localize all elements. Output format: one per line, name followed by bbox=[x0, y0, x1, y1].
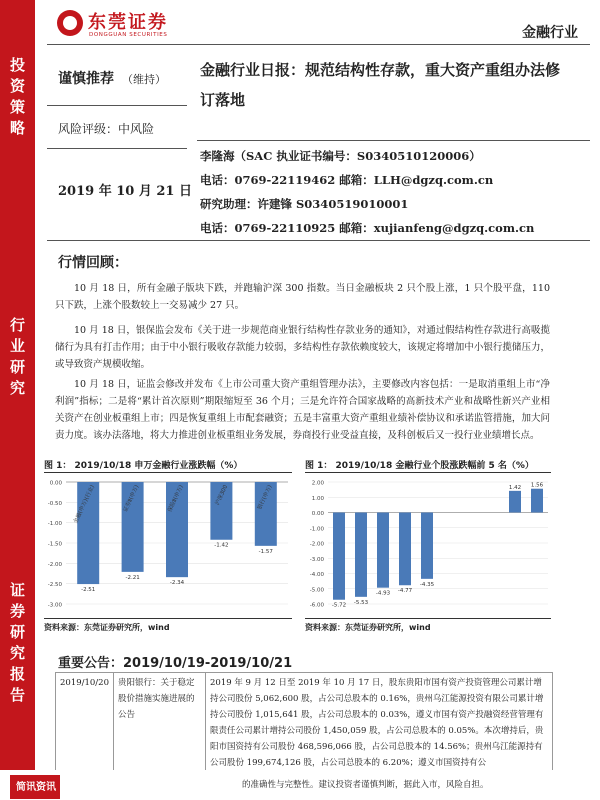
figure-2-chart bbox=[302, 474, 552, 614]
footer bbox=[0, 770, 600, 800]
data-label: -2.21 bbox=[125, 574, 140, 581]
category-label: 证券Ⅱ(申万) bbox=[122, 484, 141, 514]
bar bbox=[355, 513, 367, 597]
category-label: 沪深300 bbox=[214, 484, 230, 507]
logo-text-cn: 东莞证券 bbox=[88, 12, 168, 33]
report-date: 2019 年 10 月 21 日 bbox=[58, 184, 192, 199]
company-logo bbox=[57, 8, 187, 44]
bar bbox=[399, 513, 411, 586]
review-paragraph-1: 10 月 18 日，所有金融子版块下跌，并跑输沪深 300 指数。当日金融板块 2 只个股上涨，1 只个股平盘，110 只下跌，上涨个股数较上一交易减少 27 只。 bbox=[55, 283, 550, 311]
sidebar-label-research: 行 业 研 究 bbox=[9, 316, 25, 397]
y-tick-label: 2.00 bbox=[311, 480, 324, 487]
rating-value: 谨慎推荐 bbox=[58, 71, 114, 87]
header-divider bbox=[47, 44, 590, 45]
y-tick-label: -2.00 bbox=[47, 561, 62, 568]
data-label: -5.53 bbox=[353, 599, 369, 606]
footer-tag: 简讯资讯 bbox=[10, 775, 60, 799]
figure-2-bottom-rule bbox=[305, 618, 551, 619]
y-tick-label: -0.50 bbox=[47, 500, 62, 507]
data-label: -4.35 bbox=[419, 581, 435, 588]
figure-1-chart bbox=[40, 474, 292, 614]
figure-1-source: 资料来源：东莞证券研究所，wind bbox=[44, 623, 170, 632]
report-title: 金融行业日报：规范结构性存款，重大资产重组办法修订落地 bbox=[200, 61, 561, 109]
meta-divider bbox=[47, 148, 187, 149]
meta-divider bbox=[47, 105, 187, 106]
author-line-1: 李隆海（SAC 执业证书编号：S0340510120006） bbox=[200, 149, 481, 163]
title-divider bbox=[197, 140, 590, 141]
bar bbox=[377, 513, 389, 588]
y-tick-label: -1.00 bbox=[47, 521, 62, 528]
announcement-heading: 重要公告：2019/10/19-2019/10/21 bbox=[58, 656, 293, 671]
y-tick-label: 1.00 bbox=[311, 495, 324, 502]
logo-mark-icon bbox=[57, 10, 83, 36]
data-label: 1.56 bbox=[530, 482, 544, 489]
y-tick-label: -3.00 bbox=[47, 602, 62, 609]
figure-1-title: 图 1： 2019/10/18 申万金融行业涨跌幅（%） bbox=[44, 461, 243, 471]
sidebar-label-report: 证 券 研 究 报 告 bbox=[9, 581, 25, 704]
y-tick-label: -6.00 bbox=[309, 602, 324, 609]
y-tick-label: -2.00 bbox=[309, 541, 324, 548]
announcement-content: 2019 年 9 月 12 日至 2019 年 10 月 17 日，股东贵阳市国有资产投资管理公司累计增持公司股份 5,062,600 股，占公司总股本的 0.16%，贵州乌江能源投资有限公司累计增持公司股份 1,015,641 股，占公司总股本的 0.03%，遵义市国有资产投融资经营管理有限责任公司累计增持公司股份 1,450,059 股，占公司总股本的 0.05%。本次增持后，贵阳市国资持有公司股份 468,596,066 股，占公司总股本的 14.56%；贵州乌江能源持有公司股份 199,674,126 股，占公司总股本的 6.20%；遵义市国资持有公 bbox=[206, 673, 553, 774]
industry-label: 金融行业 bbox=[522, 25, 578, 41]
risk-rating: 风险评级：中风险 bbox=[58, 122, 155, 136]
data-label: -4.77 bbox=[397, 588, 413, 595]
y-tick-label: -3.00 bbox=[309, 556, 324, 563]
figure-2-title: 图 1： 2019/10/18 金融行业个股涨跌幅前 5 名（%） bbox=[305, 461, 534, 471]
authors-divider bbox=[47, 240, 590, 241]
rating bbox=[58, 68, 166, 88]
bar bbox=[531, 489, 543, 513]
y-tick-label: -5.00 bbox=[309, 587, 324, 594]
y-tick-label: -4.00 bbox=[309, 572, 324, 578]
review-paragraph-3: 10 月 18 日，证监会修改并发布《上市公司重大资产重组管理办法》，主要修改内容包括：一是取消重组上市“净利润”指标；二是将“累计首次原则”期限缩短至 36 个月；三是允许符合国家战略的高新技术产业和战略性新兴产业相关资产在创业板重组上市；四是恢复重组上市配套融资；五是丰富重大资产重组业绩补偿协议和承诺监管措施，加大问责力度。该办法落地，将大力推进创业板重组业务发展，券商投行业受益直接，及科创板后又一投行业业绩增长点。 bbox=[55, 379, 550, 441]
category-label: 银行(申万) bbox=[257, 484, 274, 511]
y-tick-label: -1.50 bbox=[47, 541, 62, 548]
figure-2-rule bbox=[305, 472, 551, 473]
author-line-4: 电话：0769-22110925 邮箱：xujianfeng@dgzq.com.cn bbox=[200, 221, 535, 235]
figure-1-rule bbox=[44, 472, 292, 473]
category-label: 保险Ⅱ(申万) bbox=[167, 484, 185, 514]
bar bbox=[333, 513, 345, 600]
bar bbox=[509, 491, 521, 513]
announcement-date: 2019/10/20 bbox=[56, 673, 114, 774]
review-heading: 行情回顾： bbox=[58, 255, 128, 271]
data-label: -4.93 bbox=[375, 590, 391, 597]
y-tick-label: 0.00 bbox=[49, 480, 62, 487]
sidebar-label-strategy: 投 资 策 略 bbox=[9, 56, 25, 137]
table-row bbox=[56, 673, 553, 774]
y-tick-label: 0.00 bbox=[311, 511, 324, 517]
review-paragraph-2: 10 月 18 日，银保监会发布《关于进一步规范商业银行结构性存款业务的通知》，对通过假结构性存款进行高吸揽储行为具有打击作用；由于中小银行吸收存款能力较弱，多结构性存款依赖度较大，该规定将增加中小银行揽储压力，或导致资产规模收缩。 bbox=[55, 325, 550, 370]
category-label: 金融(申万)(行业) bbox=[72, 484, 97, 525]
logo-text-en: DONGGUAN SECURITIES bbox=[89, 32, 168, 38]
data-label: 1.42 bbox=[508, 484, 522, 491]
data-label: -2.51 bbox=[81, 587, 96, 594]
bar bbox=[421, 513, 433, 579]
data-label: -2.34 bbox=[169, 580, 185, 587]
y-tick-label: -2.50 bbox=[47, 582, 62, 589]
data-label: -1.42 bbox=[214, 542, 229, 549]
author-line-2: 电话：0769-22119462 邮箱：LLH@dgzq.com.cn bbox=[200, 173, 494, 187]
figure-1-bottom-rule bbox=[44, 618, 292, 619]
author-line-3: 研究助理：许建锋 S0340519010001 bbox=[200, 197, 409, 211]
figure-2-source: 资料来源：东莞证券研究所，wind bbox=[305, 623, 431, 632]
footer-disclaimer: 的准确性与完整性。建议投资者谨慎判断，据此入市，风险自担。 bbox=[242, 780, 489, 790]
announcement-company: 贵阳银行：关于稳定股价措施实施进展的公告 bbox=[114, 673, 206, 774]
y-tick-label: -1.00 bbox=[309, 526, 324, 533]
rating-sub: （维持） bbox=[122, 73, 166, 86]
data-label: -5.72 bbox=[331, 602, 347, 609]
announcement-table bbox=[55, 672, 553, 774]
data-label: -1.57 bbox=[258, 548, 273, 555]
sidebar bbox=[0, 0, 35, 800]
